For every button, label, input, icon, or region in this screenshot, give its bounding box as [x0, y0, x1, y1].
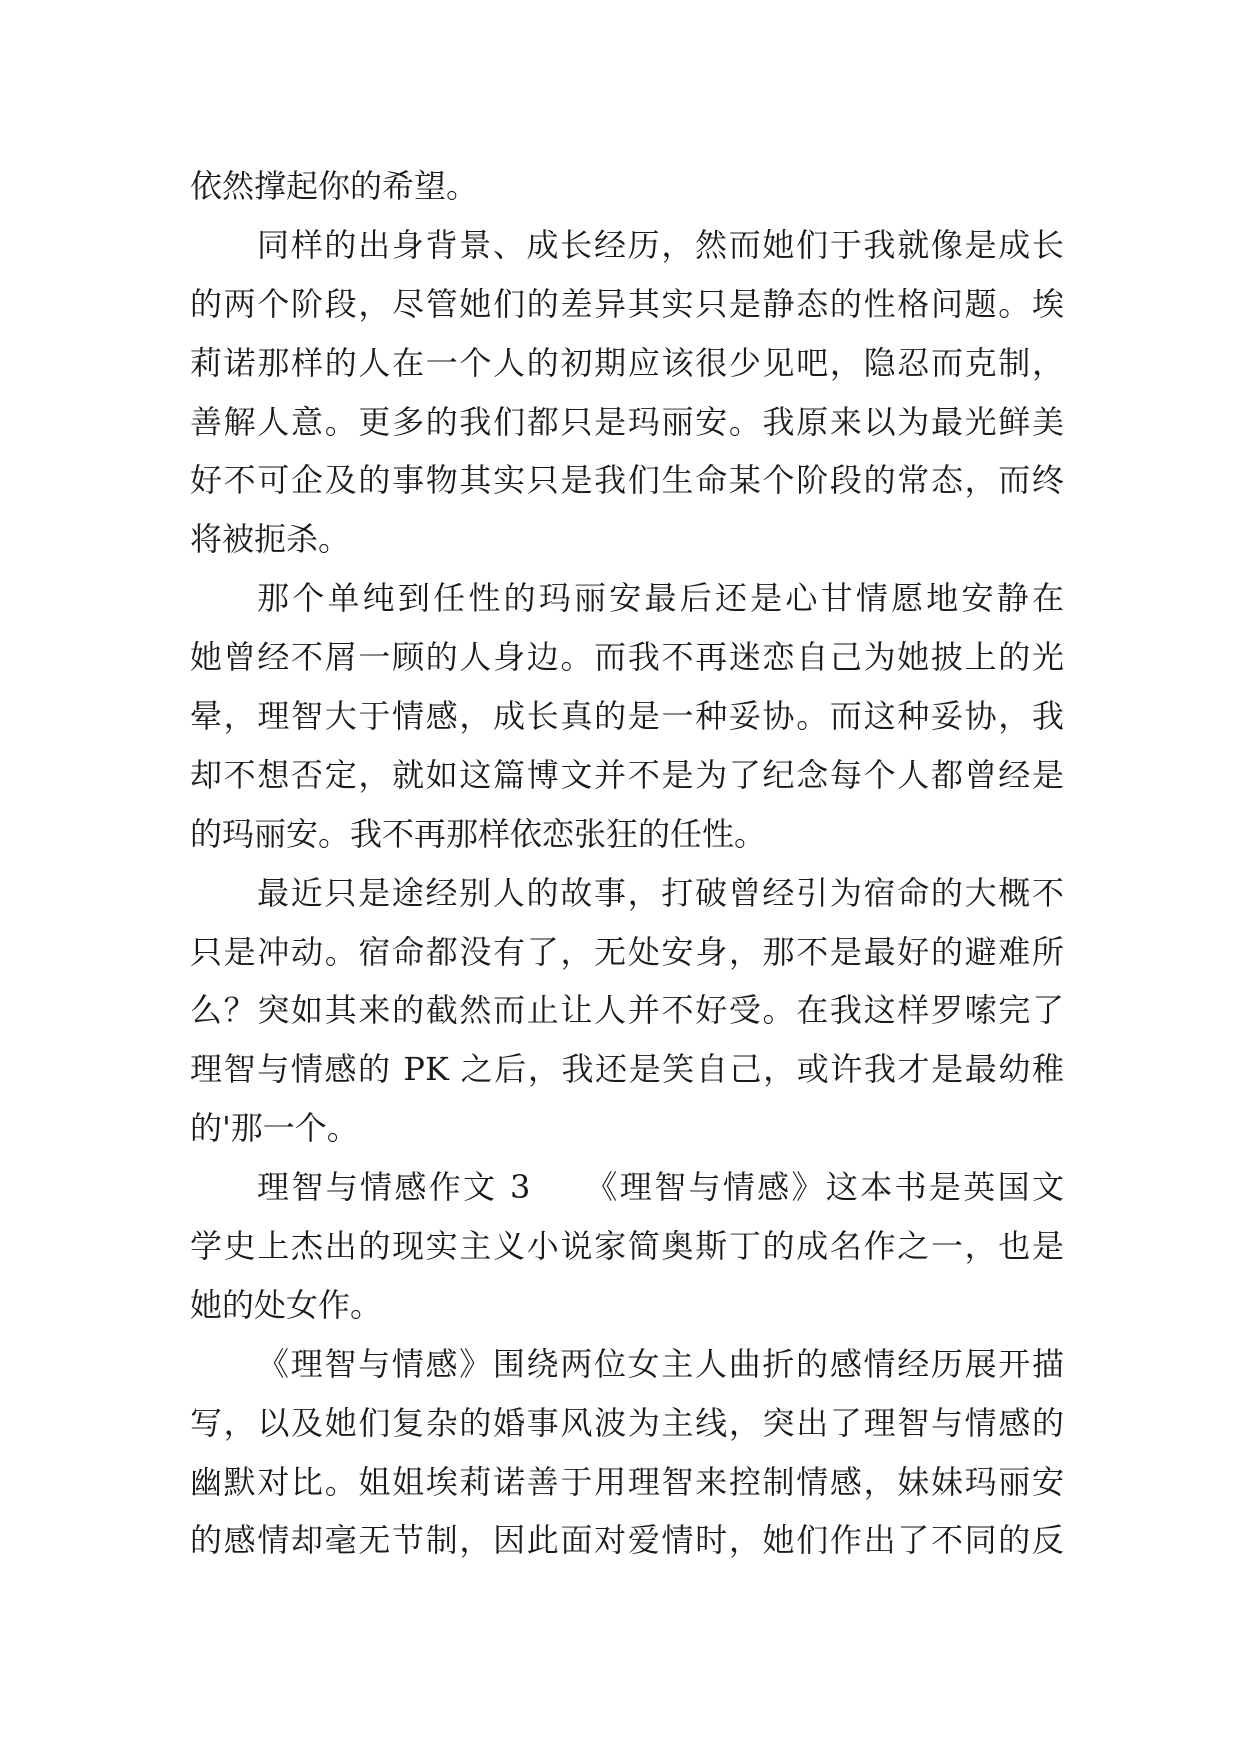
text-line: 《理智与情感》围绕两位女主人曲折的感情经历展开描 — [257, 1344, 1064, 1383]
paragraph — [190, 216, 1241, 569]
text-line: 只是冲动。宿命都没有了，无处安身，那不是最好的避难所 — [190, 932, 1064, 971]
text-line: 写，以及她们复杂的婚事风波为主线，突出了理智与情感的 — [190, 1403, 1064, 1442]
text-line: 依然撑起你的希望。 — [190, 167, 479, 205]
text-line: 好不可企及的事物其实只是我们生命某个阶段的常态，而终 — [190, 461, 1064, 500]
paragraph — [190, 864, 1241, 1158]
text-line: 的玛丽安。我不再那样依恋张狂的任性。 — [190, 814, 767, 853]
text-line: 理智与情感的 PK 之后，我还是笑自己，或许我才是最幼稚 — [190, 1050, 1064, 1089]
text-line: 同样的出身背景、成长经历，然而她们于我就像是成长 — [257, 225, 1064, 264]
text-line: 么？突如其来的截然而止让人并不好受。在我这样罗嗦完了 — [190, 991, 1064, 1030]
text-line: 莉诺那样的人在一个人的初期应该很少见吧，隐忍而克制， — [190, 343, 1064, 382]
text-line: 却不想否定，就如这篇博文并不是为了纪念每个人都曾经是 — [190, 755, 1064, 794]
text-line: 的两个阶段，尽管她们的差异其实只是静态的性格问题。埃 — [190, 284, 1064, 323]
section-heading-line: 理智与情感作文 3 《理智与情感》这本书是英国文 — [257, 1168, 1064, 1207]
text-line: 将被扼杀。 — [190, 520, 351, 559]
paragraph — [190, 157, 1241, 216]
paragraph — [190, 1335, 1241, 1571]
paragraph — [190, 569, 1241, 863]
text-line: 那个单纯到任性的玛丽安最后还是心甘情愿地安静在 — [257, 579, 1064, 618]
text-line: 她曾经不屑一顾的人身边。而我不再迷恋自己为她披上的光 — [190, 638, 1064, 677]
text-line: 善解人意。更多的我们都只是玛丽安。我原来以为最光鲜美 — [190, 402, 1064, 441]
paragraph — [190, 1158, 1241, 1335]
text-line: 学史上杰出的现实主义小说家简奥斯丁的成名作之一，也是 — [190, 1227, 1064, 1266]
text-line: 最近只是途经别人的故事，打破曾经引为宿命的大概不 — [257, 873, 1064, 912]
text-line: 的感情却毫无节制，因此面对爱情时，她们作出了不同的反 — [190, 1521, 1064, 1560]
text-line: 晕，理智大于情感，成长真的是一种妥协。而这种妥协，我 — [190, 697, 1064, 736]
text-line: 她的处女作。 — [190, 1285, 383, 1324]
text-line: 幽默对比。姐姐埃莉诺善于用理智来控制情感，妹妹玛丽安 — [190, 1462, 1064, 1501]
text-line: 的'那一个。 — [190, 1109, 359, 1148]
